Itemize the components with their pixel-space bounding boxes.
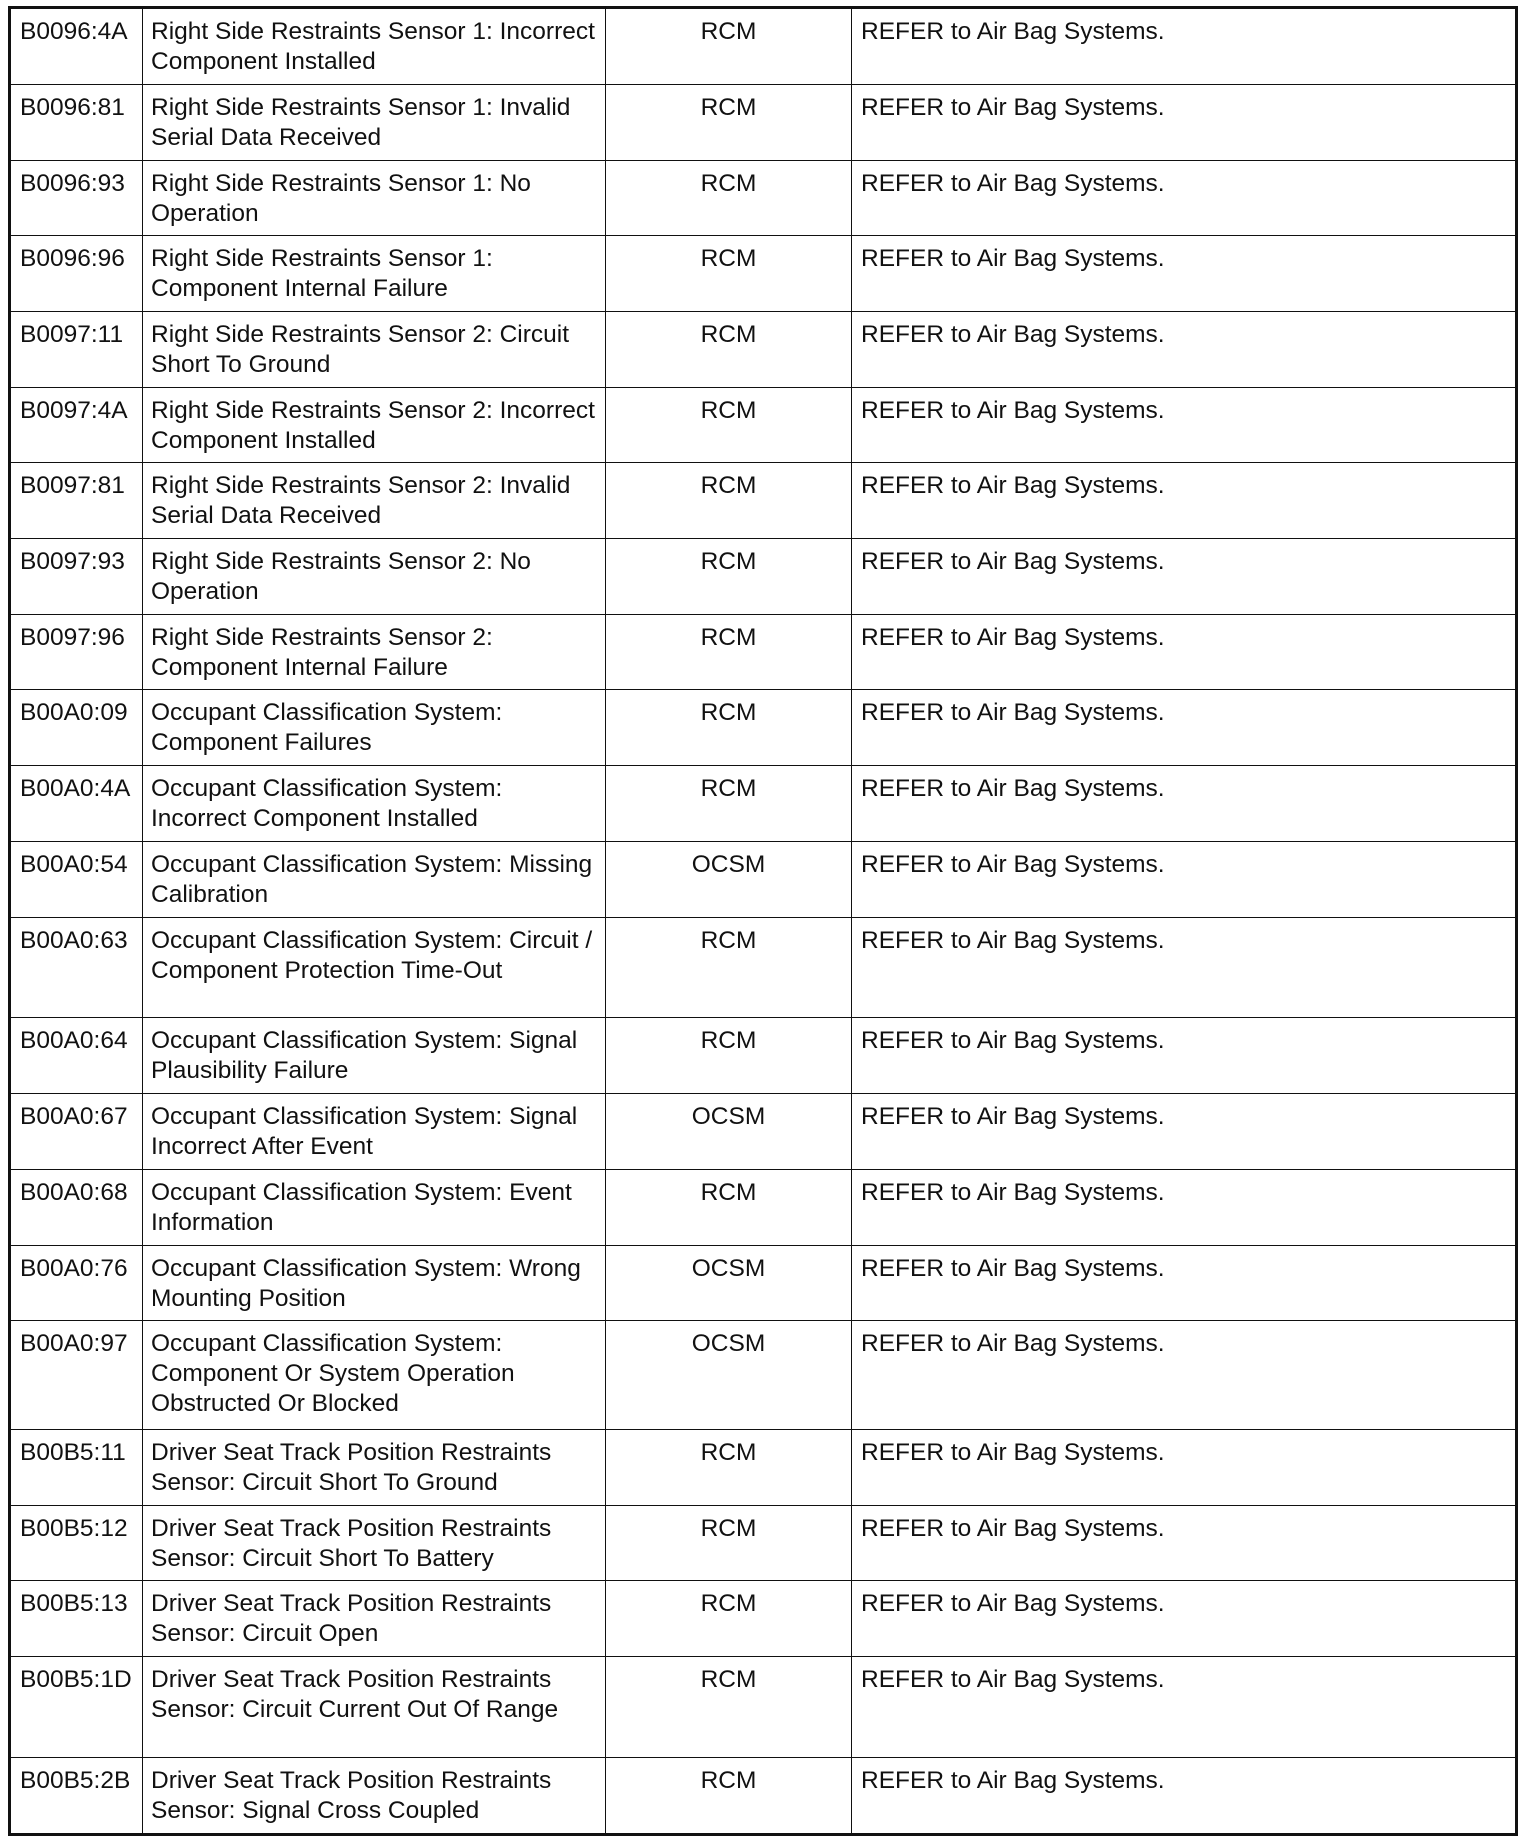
dtc-code-cell: B00B5:11	[10, 1429, 143, 1505]
table-row	[10, 1581, 1517, 1657]
action-cell: REFER to Air Bag Systems.	[852, 1321, 1517, 1430]
module-cell: RCM	[606, 539, 852, 615]
table-row	[10, 160, 1517, 236]
action-cell: REFER to Air Bag Systems.	[852, 463, 1517, 539]
module-cell: RCM	[606, 1018, 852, 1094]
table-row	[10, 766, 1517, 842]
dtc-code-cell: B0097:81	[10, 463, 143, 539]
module-cell: RCM	[606, 690, 852, 766]
module-cell: OCSM	[606, 1094, 852, 1170]
table-row	[10, 1657, 1517, 1758]
module-cell: OCSM	[606, 1321, 852, 1430]
action-cell: REFER to Air Bag Systems.	[852, 1018, 1517, 1094]
module-cell: OCSM	[606, 841, 852, 917]
table-row	[10, 1757, 1517, 1834]
module-cell: RCM	[606, 387, 852, 463]
action-cell: REFER to Air Bag Systems.	[852, 8, 1517, 85]
table-row	[10, 1094, 1517, 1170]
action-cell: REFER to Air Bag Systems.	[852, 311, 1517, 387]
dtc-code-cell: B00A0:64	[10, 1018, 143, 1094]
module-cell: RCM	[606, 311, 852, 387]
table-row	[10, 539, 1517, 615]
dtc-description-cell: Right Side Restraints Sensor 2: Component Internal Failure	[143, 614, 606, 690]
action-cell: REFER to Air Bag Systems.	[852, 1429, 1517, 1505]
module-cell: RCM	[606, 1581, 852, 1657]
table-row	[10, 1018, 1517, 1094]
dtc-description-cell: Right Side Restraints Sensor 1: Component Internal Failure	[143, 236, 606, 312]
action-cell: REFER to Air Bag Systems.	[852, 387, 1517, 463]
dtc-code-cell: B00B5:2B	[10, 1757, 143, 1834]
dtc-code-cell: B00A0:63	[10, 917, 143, 1018]
module-cell: OCSM	[606, 1245, 852, 1321]
dtc-description-cell: Driver Seat Track Position Restraints Sensor: Signal Cross Coupled	[143, 1757, 606, 1834]
dtc-description-cell: Occupant Classification System: Wrong Mounting Position	[143, 1245, 606, 1321]
dtc-description-cell: Right Side Restraints Sensor 1: No Operation	[143, 160, 606, 236]
dtc-code-cell: B0096:81	[10, 84, 143, 160]
dtc-description-cell: Driver Seat Track Position Restraints Sensor: Circuit Short To Ground	[143, 1429, 606, 1505]
table-row	[10, 1169, 1517, 1245]
action-cell: REFER to Air Bag Systems.	[852, 1657, 1517, 1758]
table-row	[10, 311, 1517, 387]
table-row	[10, 463, 1517, 539]
module-cell: RCM	[606, 1169, 852, 1245]
module-cell: RCM	[606, 8, 852, 85]
dtc-description-cell: Right Side Restraints Sensor 1: Incorrect Component Installed	[143, 8, 606, 85]
dtc-description-cell: Occupant Classification System: Missing Calibration	[143, 841, 606, 917]
dtc-description-cell: Occupant Classification System: Circuit / Component Protection Time-Out	[143, 917, 606, 1018]
module-cell: RCM	[606, 84, 852, 160]
table-row	[10, 387, 1517, 463]
dtc-description-cell: Occupant Classification System: Signal Plausibility Failure	[143, 1018, 606, 1094]
dtc-table	[8, 6, 1518, 1836]
module-cell: RCM	[606, 463, 852, 539]
dtc-code-cell: B00A0:54	[10, 841, 143, 917]
action-cell: REFER to Air Bag Systems.	[852, 1757, 1517, 1834]
dtc-code-cell: B00B5:12	[10, 1505, 143, 1581]
table-row	[10, 236, 1517, 312]
action-cell: REFER to Air Bag Systems.	[852, 1245, 1517, 1321]
dtc-code-cell: B00B5:13	[10, 1581, 143, 1657]
dtc-description-cell: Right Side Restraints Sensor 1: Invalid Serial Data Received	[143, 84, 606, 160]
action-cell: REFER to Air Bag Systems.	[852, 539, 1517, 615]
dtc-description-cell: Driver Seat Track Position Restraints Sensor: Circuit Short To Battery	[143, 1505, 606, 1581]
dtc-description-cell: Occupant Classification System: Signal Incorrect After Event	[143, 1094, 606, 1170]
module-cell: RCM	[606, 766, 852, 842]
table-row	[10, 1505, 1517, 1581]
table-row	[10, 1321, 1517, 1430]
dtc-code-cell: B0096:93	[10, 160, 143, 236]
action-cell: REFER to Air Bag Systems.	[852, 841, 1517, 917]
dtc-code-cell: B00A0:97	[10, 1321, 143, 1430]
module-cell: RCM	[606, 1657, 852, 1758]
dtc-code-cell: B00A0:67	[10, 1094, 143, 1170]
dtc-description-cell: Right Side Restraints Sensor 2: No Operation	[143, 539, 606, 615]
action-cell: REFER to Air Bag Systems.	[852, 917, 1517, 1018]
dtc-code-cell: B0096:96	[10, 236, 143, 312]
dtc-table-body	[10, 8, 1517, 1835]
module-cell: RCM	[606, 917, 852, 1018]
module-cell: RCM	[606, 160, 852, 236]
table-row	[10, 1245, 1517, 1321]
dtc-code-cell: B0097:4A	[10, 387, 143, 463]
dtc-code-cell: B0097:93	[10, 539, 143, 615]
table-row	[10, 84, 1517, 160]
module-cell: RCM	[606, 1505, 852, 1581]
action-cell: REFER to Air Bag Systems.	[852, 766, 1517, 842]
dtc-description-cell: Right Side Restraints Sensor 2: Incorrect Component Installed	[143, 387, 606, 463]
module-cell: RCM	[606, 1429, 852, 1505]
dtc-code-cell: B0097:11	[10, 311, 143, 387]
dtc-description-cell: Occupant Classification System: Component Failures	[143, 690, 606, 766]
action-cell: REFER to Air Bag Systems.	[852, 1581, 1517, 1657]
action-cell: REFER to Air Bag Systems.	[852, 690, 1517, 766]
dtc-code-cell: B0097:96	[10, 614, 143, 690]
dtc-description-cell: Driver Seat Track Position Restraints Sensor: Circuit Open	[143, 1581, 606, 1657]
module-cell: RCM	[606, 614, 852, 690]
dtc-code-cell: B00A0:4A	[10, 766, 143, 842]
dtc-code-cell: B00A0:68	[10, 1169, 143, 1245]
table-row	[10, 917, 1517, 1018]
dtc-code-cell: B00B5:1D	[10, 1657, 143, 1758]
table-row	[10, 8, 1517, 85]
dtc-description-cell: Occupant Classification System: Event Information	[143, 1169, 606, 1245]
table-row	[10, 1429, 1517, 1505]
table-row	[10, 614, 1517, 690]
module-cell: RCM	[606, 1757, 852, 1834]
action-cell: REFER to Air Bag Systems.	[852, 84, 1517, 160]
action-cell: REFER to Air Bag Systems.	[852, 160, 1517, 236]
action-cell: REFER to Air Bag Systems.	[852, 236, 1517, 312]
dtc-code-cell: B0096:4A	[10, 8, 143, 85]
dtc-code-cell: B00A0:76	[10, 1245, 143, 1321]
dtc-description-cell: Driver Seat Track Position Restraints Sensor: Circuit Current Out Of Range	[143, 1657, 606, 1758]
module-cell: RCM	[606, 236, 852, 312]
table-row	[10, 690, 1517, 766]
action-cell: REFER to Air Bag Systems.	[852, 1505, 1517, 1581]
dtc-description-cell: Occupant Classification System: Incorrect Component Installed	[143, 766, 606, 842]
action-cell: REFER to Air Bag Systems.	[852, 1169, 1517, 1245]
dtc-description-cell: Right Side Restraints Sensor 2: Circuit Short To Ground	[143, 311, 606, 387]
table-row	[10, 841, 1517, 917]
dtc-description-cell: Occupant Classification System: Component Or System Operation Obstructed Or Blocked	[143, 1321, 606, 1430]
dtc-description-cell: Right Side Restraints Sensor 2: Invalid Serial Data Received	[143, 463, 606, 539]
action-cell: REFER to Air Bag Systems.	[852, 614, 1517, 690]
dtc-code-cell: B00A0:09	[10, 690, 143, 766]
action-cell: REFER to Air Bag Systems.	[852, 1094, 1517, 1170]
